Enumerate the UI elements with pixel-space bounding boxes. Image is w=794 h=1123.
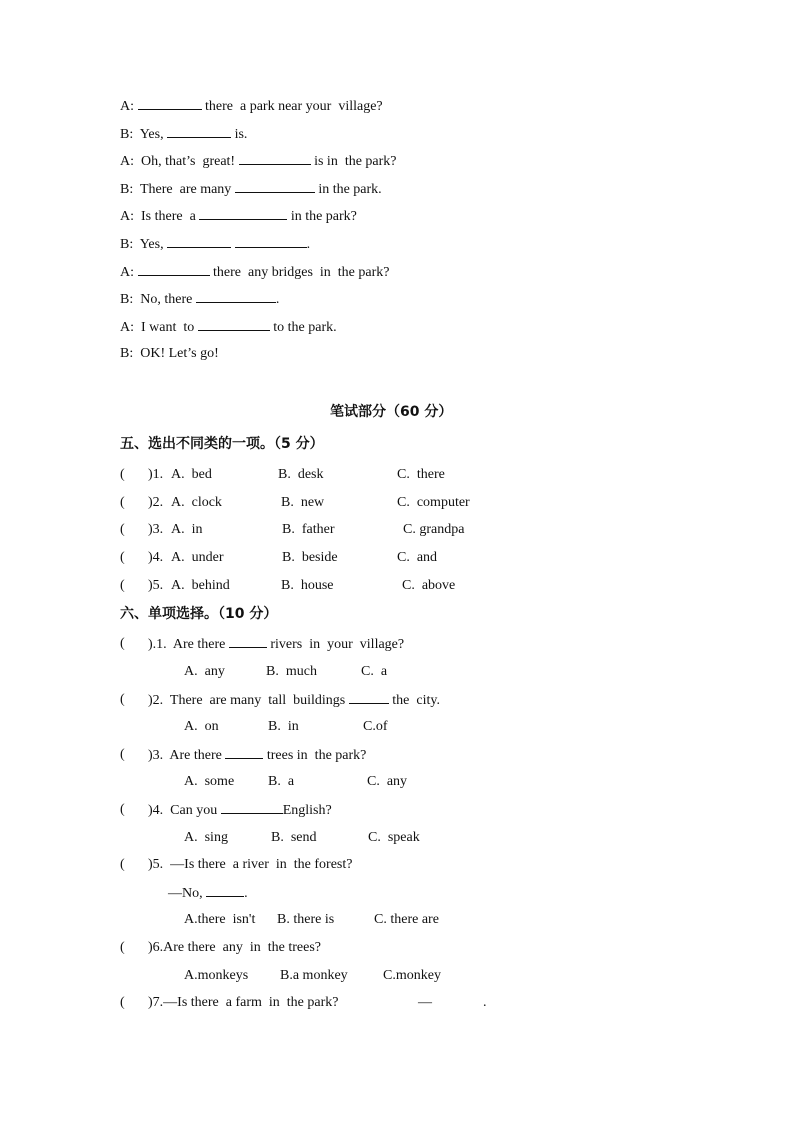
option-b: B. new bbox=[281, 495, 325, 510]
dialogue-line-4: B: There are many in the park. bbox=[120, 182, 382, 197]
option-c: C.of bbox=[363, 719, 388, 734]
answer-blank[interactable] bbox=[167, 235, 231, 248]
question-2: )2. There are many tall buildings the city. bbox=[148, 693, 440, 708]
answer-blank[interactable] bbox=[349, 691, 389, 704]
answer-blank[interactable] bbox=[138, 263, 210, 276]
option-a: A. under bbox=[171, 550, 224, 565]
option-b: B. house bbox=[281, 578, 334, 593]
option-c: C. any bbox=[367, 774, 408, 789]
dialogue-line-10: B: OK! Let’s go! bbox=[120, 346, 219, 361]
answer-paren[interactable]: ( bbox=[120, 692, 125, 707]
question-1: ).1. Are there rivers in your village? bbox=[148, 637, 405, 652]
answer-blank[interactable] bbox=[206, 884, 244, 897]
option-c: C. there bbox=[397, 467, 445, 482]
answer-paren[interactable]: ( bbox=[120, 802, 125, 817]
dialogue-line-6: B: Yes, . bbox=[120, 237, 311, 252]
answer-blank[interactable] bbox=[196, 290, 276, 303]
option-a: A. in bbox=[171, 522, 203, 537]
answer-blank[interactable] bbox=[199, 207, 287, 220]
question-7-period: . bbox=[483, 995, 487, 1010]
dialogue-line-7: A: there any bridges in the park? bbox=[120, 265, 390, 280]
question-7: )7.—Is there a farm in the park? bbox=[148, 995, 339, 1010]
answer-blank[interactable] bbox=[235, 180, 315, 193]
dialogue-line-1: A: there a park near your village? bbox=[120, 99, 383, 114]
answer-paren[interactable]: ( bbox=[120, 578, 125, 593]
option-c: C. there are bbox=[374, 912, 439, 927]
item-number: )5. bbox=[148, 578, 164, 593]
question-7-dash: — bbox=[418, 995, 432, 1010]
question-6: )6.Are there any in the trees? bbox=[148, 940, 321, 955]
option-b: B. in bbox=[268, 719, 299, 734]
answer-paren[interactable]: ( bbox=[120, 550, 125, 565]
answer-blank[interactable] bbox=[229, 635, 267, 648]
option-a: A. on bbox=[184, 719, 219, 734]
option-b: B. send bbox=[271, 830, 317, 845]
dialogue-line-8: B: No, there . bbox=[120, 292, 280, 307]
option-c: C. above bbox=[402, 578, 456, 593]
option-a: A. any bbox=[184, 664, 225, 679]
option-a: A.there isn't bbox=[184, 912, 256, 927]
item-number: )4. bbox=[148, 550, 164, 565]
dialogue-line-2: B: Yes, is. bbox=[120, 127, 248, 142]
answer-paren[interactable]: ( bbox=[120, 857, 125, 872]
section6-title: 六、单项选择。（10 分） bbox=[120, 606, 278, 622]
answer-blank[interactable] bbox=[235, 235, 307, 248]
answer-blank[interactable] bbox=[225, 746, 263, 759]
answer-blank[interactable] bbox=[221, 801, 283, 814]
answer-paren[interactable]: ( bbox=[120, 747, 125, 762]
answer-paren[interactable]: ( bbox=[120, 467, 125, 482]
answer-blank[interactable] bbox=[138, 97, 202, 110]
item-number: )3. bbox=[148, 522, 164, 537]
answer-paren[interactable]: ( bbox=[120, 940, 125, 955]
option-a: A. some bbox=[184, 774, 235, 789]
option-a: A. behind bbox=[171, 578, 230, 593]
answer-blank[interactable] bbox=[198, 318, 270, 331]
option-b: B. father bbox=[282, 522, 335, 537]
option-c: C.monkey bbox=[383, 968, 441, 983]
option-b: B.a monkey bbox=[280, 968, 348, 983]
option-c: C. a bbox=[361, 664, 388, 679]
section5-title: 五、选出不同类的一项。（5 分） bbox=[120, 436, 324, 452]
option-a: A.monkeys bbox=[184, 968, 249, 983]
dialogue-line-5: A: Is there a in the park? bbox=[120, 209, 357, 224]
option-c: C. speak bbox=[368, 830, 420, 845]
option-b: B. there is bbox=[277, 912, 335, 927]
dialogue-line-3: A: Oh, that’s great! is in the park? bbox=[120, 154, 397, 169]
answer-paren[interactable]: ( bbox=[120, 995, 125, 1010]
option-c: C. grandpa bbox=[403, 522, 465, 537]
option-b: B. beside bbox=[282, 550, 338, 565]
dialogue-line-9: A: I want to to the park. bbox=[120, 320, 337, 335]
answer-blank[interactable] bbox=[239, 152, 311, 165]
answer-paren[interactable]: ( bbox=[120, 636, 125, 651]
answer-paren[interactable]: ( bbox=[120, 495, 125, 510]
item-number: )2. bbox=[148, 495, 164, 510]
option-c: C. and bbox=[397, 550, 438, 565]
option-c: C. computer bbox=[397, 495, 470, 510]
option-b: B. a bbox=[268, 774, 295, 789]
option-b: B. desk bbox=[278, 467, 324, 482]
option-a: A. sing bbox=[184, 830, 228, 845]
option-b: B. much bbox=[266, 664, 317, 679]
item-number: )1. bbox=[148, 467, 164, 482]
question-5-answer: —No, . bbox=[168, 886, 248, 901]
question-3: )3. Are there trees in the park? bbox=[148, 748, 367, 763]
option-a: A. bed bbox=[171, 467, 212, 482]
question-5: )5. —Is there a river in the forest? bbox=[148, 857, 353, 872]
question-4: )4. Can you English? bbox=[148, 803, 332, 818]
answer-paren[interactable]: ( bbox=[120, 522, 125, 537]
answer-blank[interactable] bbox=[167, 125, 231, 138]
option-a: A. clock bbox=[171, 495, 222, 510]
written-section-header: 笔试部分（60 分） bbox=[330, 404, 453, 420]
